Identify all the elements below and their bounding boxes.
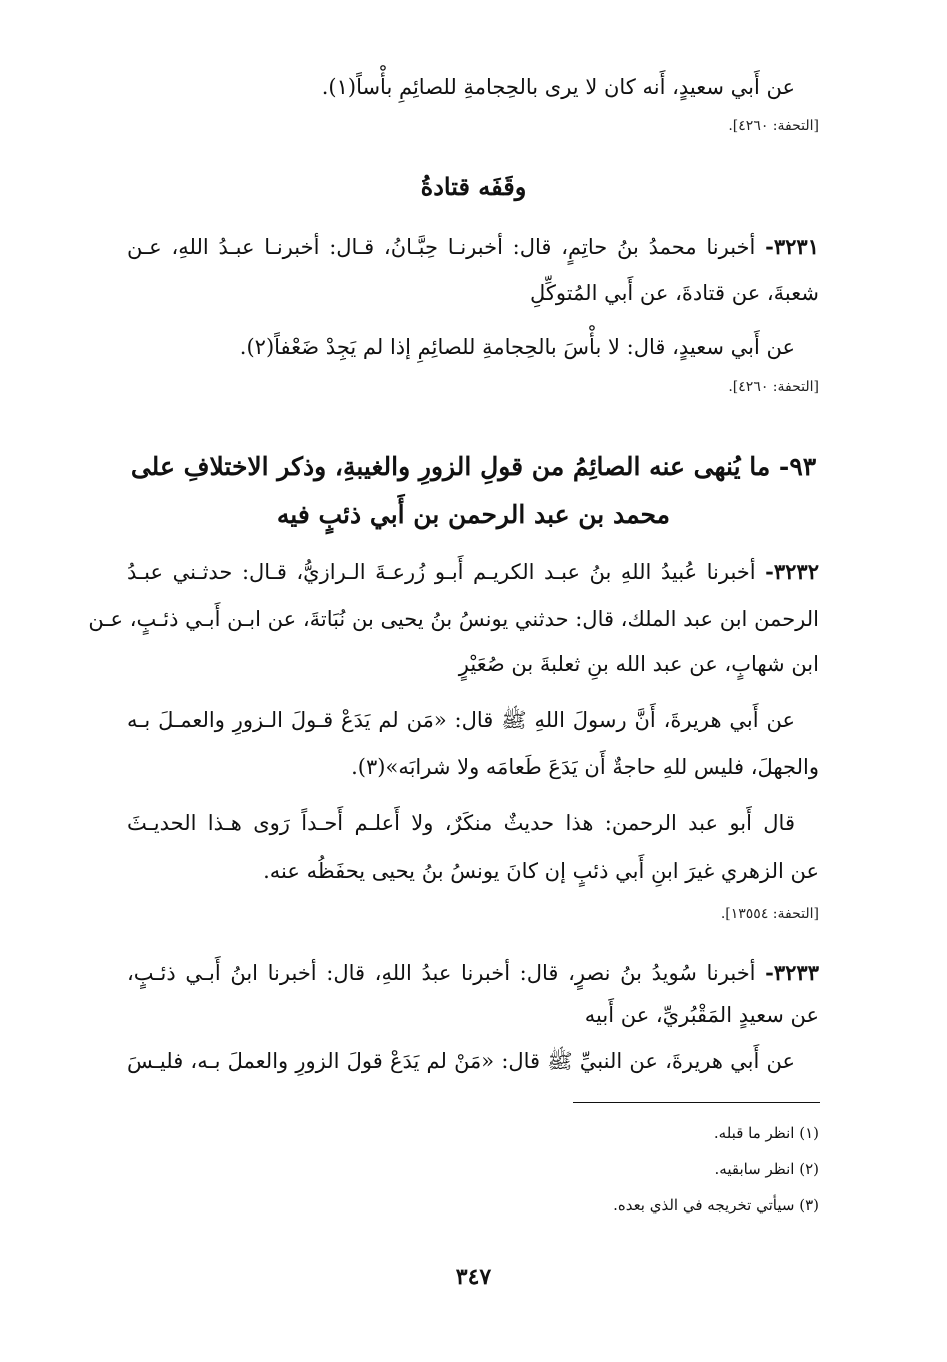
author-note-line-2: عن الزهري غيرَ ابنِ أَبي ذئبٍ إن كانَ يونسُ بنُ يحيى يحفَظُه عنه. (263, 859, 819, 883)
hadith-3232-line-3: ابن شهابٍ، عن عبد الله بنِ ثعلبةَ بن صُعَيْرٍ (458, 652, 819, 676)
section-heading: وقَفَه قتادةُ (420, 172, 527, 201)
page-number: ٣٤٧ (455, 1264, 492, 1290)
chapter-heading-line-2: محمد بن عبد الرحمن بن أَبي ذئبٍ فيه (276, 500, 671, 529)
hadith-3232-line-5: والجهلَ، فليس للهِ حاجةٌ أَن يَدَعَ طَعامَه ولا شرابَه»(٣). (351, 755, 819, 779)
tuhfa-reference: [التحفة: ٤٢٦٠]. (728, 118, 819, 134)
hadith-3233-line-3: عن أَبي هريرةَ، عن النبيِّ ﷺ قال: «مَنْ لم يَدَعْ قولَ الزورِ والعملَ بـه، فليـسَ (127, 1049, 795, 1073)
hadith-3232-line-4: عن أَبي هريرةَ، أَنَّ رسولَ اللهِ ﷺ قال: «مَن لم يَدَعْ قـولَ الـزورِ والعمـلَ بـه (127, 708, 795, 732)
hadith-3231-line-3: عن أَبي سعيدٍ، قال: لا بأْسَ بالحِجامةِ للصائِمِ إذا لم يَجِدْ ضَعْفاً(٢). (239, 335, 795, 359)
hadith-text: أخبرنا عُبيدُ اللهِ بنُ عبـد الكريـم أَبـو زُرعـةَ الـرازيُّ، قـال: حدثـني عبـدُ (127, 560, 756, 584)
author-note-line-1: قال أَبو عبد الرحمن: هذا حديثٌ منكَرٌ، ولا أَعلـم أَحـداً رَوى هـذا الحديـثَ (127, 811, 795, 835)
hadith-text: أخبرنا محمدُ بنُ حاتِمٍ، قال: أخبرنـا حِبَّـانُ، قـال: أخبرنـا عبـدُ اللهِ، عـن (127, 235, 756, 259)
chapter-heading-line-1: ٩٣- ما يُنهى عنه الصائِمُ من قولِ الزورِ والغيبةِ، وذكر الاختلافِ على (130, 452, 817, 481)
footnote-2: (٢) انظر سابقيه. (714, 1160, 819, 1178)
hadith-3232-line-2: الرحمن ابن عبد الملك، قال: حدثني يونسُ بنُ يحيى بن نُبَاتةَ، عن ابـن أَبـي ذئـبٍ، عـن (88, 607, 819, 631)
hadith-3231-line-1 (127, 232, 819, 262)
hadith-3231-line-2: شعبةَ، عن قتادةَ، عن أَبي المُتوكِّلِ (529, 281, 819, 305)
footnote-separator (573, 1102, 820, 1103)
tuhfa-reference: [التحفة: ١٣٥٥٤]. (720, 906, 819, 922)
footnote-3: (٣) سيأتي تخريجه في الذي بعده. (613, 1196, 819, 1214)
hadith-text: أخبرنا سُويدُ بنُ نصرٍ، قال: أخبرنا عبدُ اللهِ، قال: أخبرنا ابنُ أَبـي ذئـبٍ، (127, 961, 756, 985)
footnote-1: (١) انظر ما قبله. (713, 1124, 819, 1142)
hadith-3233-line-1 (127, 958, 819, 988)
hadith-number: ٣٢٣٣- (765, 960, 819, 985)
tuhfa-reference: [التحفة: ٤٢٦٠]. (728, 379, 819, 395)
hadith-3232-line-1 (127, 557, 819, 587)
text-line: عن أَبي سعيدٍ، أَنه كان لا يرى بالحِجامةِ للصائِمِ بأْساً(١). (321, 75, 795, 99)
hadith-number: ٣٢٣١- (765, 234, 819, 259)
hadith-number: ٣٢٣٢- (765, 559, 819, 584)
hadith-3233-line-2: عن سعيدٍ المَقْبُريِّ، عن أَبيه (584, 1003, 819, 1027)
